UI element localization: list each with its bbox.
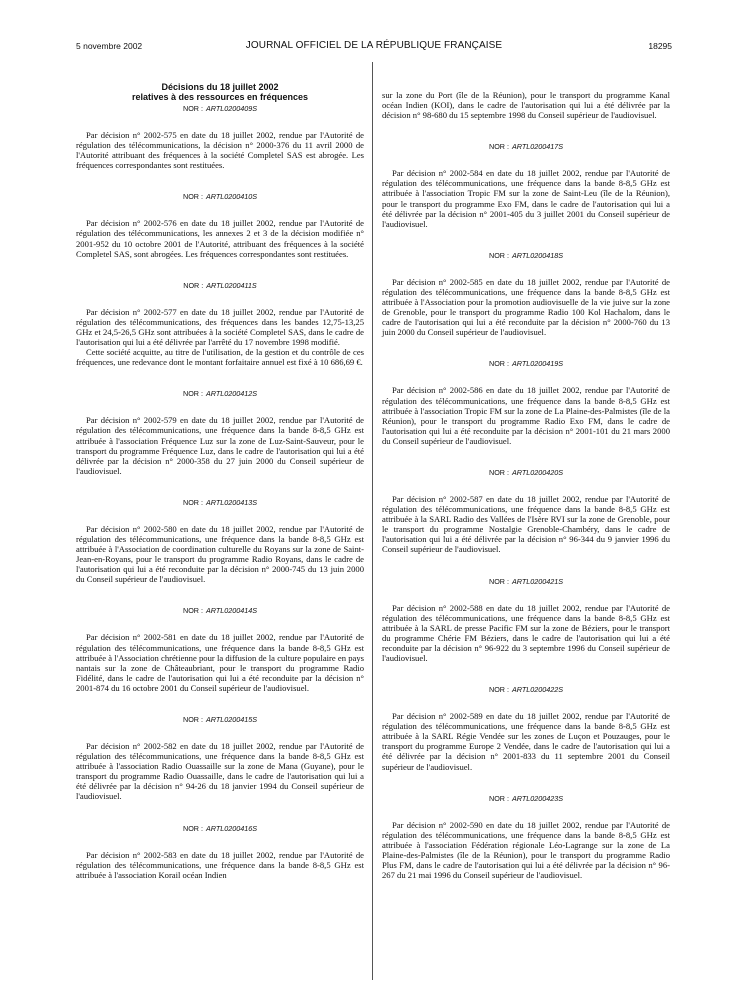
column-divider: [372, 62, 373, 980]
nor-label: NOR :: [489, 467, 509, 477]
nor-code: ARTL0200417S: [511, 142, 563, 152]
decision-paragraph: Par décision n° 2002-589 en date du 18 juillet 2002, rendue par l'Autorité de régulation des télécommunications, une fréquence dans la bande 8-8,5 GHz est attribuée à la SARL Régie Vendée sur les zones de Luçon et Pouzauges, pour le transport du programme Europe 2 Vendée, dans le cadre de l'autorisation qui lui a été délivrée par la décision n° 2001-833 du 11 septembre 2001 du Conseil supérieur de l'audiovisuel.: [382, 711, 670, 772]
nor-reference: [76, 824, 364, 834]
decision-paragraph: Par décision n° 2002-577 en date du 18 juillet 2002, rendue par l'Autorité de régulation des télécommunications, des fréquences dans les bandes 12,75-13,25 GHz et 24,5-26,5 GHz sont attribuées à la société Completel SAS, dans le cadre de l'autorisation qui lui a été délivrée par l'arrêté du 17 novembre 1998 modifié.: [76, 306, 364, 348]
nor-code: ARTL0200413S: [205, 497, 257, 507]
nor-label: NOR :: [489, 793, 509, 803]
decision-block: [76, 104, 364, 170]
nor-reference: [76, 389, 364, 399]
page-number: 18295: [648, 41, 672, 51]
decision-paragraph: Par décision n° 2002-581 en date du 18 juillet 2002, rendue par l'Autorité de régulation des télécommunications, une fréquence dans la bande 8-8,5 GHz est attribuée à l'Association chrétienne pour la diffusion de la culture populaire en pays nantais sur la zone de Châteaubriant, pour le transport du programme Radio Fidélité, dans le cadre de l'autorisation qui lui a été reconduite par la décision n° 2001-874 du 16 octobre 2001 du Conseil supérieur de l'audiovisuel.: [76, 632, 364, 693]
decision-block: [382, 359, 670, 446]
decision-paragraph: Par décision n° 2002-580 en date du 18 juillet 2002, rendue par l'Autorité de régulation des télécommunications, une fréquence dans la bande 8-8,5 GHz est attribuée à l'Association de coordination culturelle du Royans sur la zone de Saint-Jean-en-Royans, pour le transport du programme Radio Royans, dans le cadre de l'autorisation qui lui a été reconduite par la décision n° 2000-745 du 13 juin 2000 du Conseil supérieur de l'audiovisuel.: [76, 523, 364, 585]
nor-label: NOR :: [183, 497, 203, 507]
decision-block: [76, 498, 364, 585]
nor-reference: [76, 192, 364, 202]
decision-block: [76, 715, 364, 802]
nor-code: ARTL0200419S: [511, 359, 563, 369]
decision-paragraph: Par décision n° 2002-585 en date du 18 juillet 2002, rendue par l'Autorité de régulation des télécommunications, une fréquence dans la bande 8-8,5 GHz est attribuée à l'Association pour la promotion audiovisuelle de la vie juive sur la zone de Grenoble, pour le transport du programme Radio 100 Kol Hachalom, dans le cadre de l'autorisation qui lui a été reconduite par la décision n° 2000-760 du 13 juin 2000 du Conseil supérieur de l'audiovisuel.: [382, 276, 670, 338]
nor-label: NOR :: [489, 142, 509, 152]
nor-label: NOR :: [183, 104, 203, 113]
nor-reference: [382, 251, 670, 261]
nor-code: ARTL0200414S: [205, 606, 257, 616]
right-decisions: [382, 142, 670, 880]
decision-paragraph: Par décision n° 2002-575 en date du 18 juillet 2002, rendue par l'Autorité de régulation des télécommunications, la décision n° 2000-376 du 11 avril 2000 de l'Autorité attribuant des fréquences à la société Completel SAS est abrogée. Les fréquences correspondantes sont restituées.: [76, 130, 364, 171]
right-column: [382, 90, 670, 902]
nor-reference: [382, 468, 670, 478]
nor-code: ARTL0200411S: [206, 280, 257, 290]
decision-block: [382, 794, 670, 881]
section-heading-line1: Décisions du 18 juillet 2002: [161, 82, 279, 92]
decision-block: [382, 468, 670, 555]
nor-reference: [76, 104, 364, 114]
decision-paragraph: Par décision n° 2002-576 en date du 18 juillet 2002, rendue par l'Autorité de régulation des télécommunications, les annexes 2 et 3 de la décision modifiée n° 2001-952 du 10 octobre 2001 de l'Autorité, attribuant des fréquences à la société Completel SAS, sont abrogées. Les fréquences correspondantes sont restituées.: [76, 218, 364, 259]
decision-block: [382, 142, 670, 229]
decision-paragraph: Par décision n° 2002-582 en date du 18 juillet 2002, rendue par l'Autorité de régulation des télécommunications, une fréquence dans la bande 8-8,5 GHz est attribuée à l'association Radio Ouassaille sur la zone de Mana (Guyane), pour le transport du programme Radio Ouassaille, dans le cadre de l'autorisation qui lui a été délivrée par la décision n° 94-26 du 18 janvier 1994 du Conseil supérieur de l'audiovisuel.: [76, 741, 364, 802]
decision-paragraph: Par décision n° 2002-587 en date du 18 juillet 2002, rendue par l'Autorité de régulation des télécommunications, une fréquence dans la bande 8-8,5 GHz est attribuée à la SARL Radio des Vallées de l'Isère RVI sur la zone de Grenoble, pour le transport du programme Nostalgie Grenoble-Chambéry, dans le cadre de l'autorisation qui lui a été délivrée par la décision n° 96-344 du 9 janvier 1996 du Conseil supérieur de l'audiovisuel.: [382, 493, 670, 555]
issue-date: 5 novembre 2002: [76, 41, 143, 51]
nor-code: ARTL0200418S: [511, 250, 563, 260]
nor-reference: [382, 577, 670, 587]
decision-block: [382, 251, 670, 338]
decision-paragraph: Par décision n° 2002-583 en date du 18 juillet 2002, rendue par l'Autorité de régulation des télécommunications, une fréquence dans la bande 8-8,5 GHz est attribuée à l'association Korail océan Indien: [76, 849, 364, 880]
decision-block: [76, 281, 364, 368]
nor-label: NOR :: [183, 606, 203, 616]
nor-code: ARTL0200422S: [511, 685, 563, 695]
nor-code: ARTL0200415S: [205, 715, 257, 724]
decision-block: [382, 685, 670, 772]
nor-code: ARTL0200416S: [205, 823, 257, 833]
decision-block: [382, 577, 670, 664]
nor-reference: [382, 142, 670, 152]
nor-reference: [382, 359, 670, 369]
decision-paragraph: Par décision n° 2002-584 en date du 18 juillet 2002, rendue par l'Autorité de régulation des télécommunications, une fréquence dans la bande 8-8,5 GHz est attribuée à l'association Tropic FM sur la zone de Saint-Leu (île de la Réunion), pour le transport du programme Exo FM, dans le cadre de l'autorisation qui lui a été délivrée par la décision n° 2001-405 du 3 juillet 2001 du Conseil supérieur de l'audiovisuel.: [382, 168, 670, 229]
left-decisions: [76, 104, 364, 880]
nor-reference: [76, 715, 364, 725]
nor-label: NOR :: [183, 823, 203, 833]
nor-code: ARTL0200412S: [205, 389, 257, 399]
decision-block: [76, 606, 364, 693]
page-header: [76, 40, 672, 54]
section-heading: [76, 82, 364, 102]
nor-reference: [76, 606, 364, 616]
decision-block: [76, 192, 364, 258]
nor-label: NOR :: [489, 576, 509, 586]
nor-label: NOR :: [489, 685, 509, 695]
nor-code: ARTL0200421S: [511, 576, 563, 586]
journal-title: JOURNAL OFFICIEL DE LA RÉPUBLIQUE FRANÇAISE: [245, 40, 503, 51]
nor-label: NOR :: [489, 359, 509, 369]
nor-reference: [76, 498, 364, 508]
nor-reference: [382, 685, 670, 695]
nor-label: NOR :: [183, 280, 204, 290]
left-column: [76, 82, 364, 902]
nor-label: NOR :: [183, 715, 203, 724]
nor-label: NOR :: [183, 192, 203, 202]
decision-paragraph: Par décision n° 2002-586 en date du 18 juillet 2002, rendue par l'Autorité de régulation des télécommunications, une fréquence dans la bande 8-8,5 GHz est attribuée à l'association Tropic FM sur la zone de La Plaine-des-Palmistes (île de la Réunion), pour le transport du programme Radio Exo FM, dans le cadre de l'autorisation qui lui a été reconduite par la décision n° 2001-101 du 21 mars 2000 du Conseil supérieur de l'audiovisuel.: [382, 385, 670, 446]
nor-label: NOR :: [183, 389, 203, 399]
nor-code: ARTL0200410S: [205, 192, 257, 202]
nor-code: ARTL0200423S: [511, 793, 563, 803]
nor-code: ARTL0200420S: [511, 467, 563, 477]
nor-label: NOR :: [489, 250, 509, 260]
nor-code: ARTL0200409S: [205, 104, 257, 113]
decision-paragraph: Par décision n° 2002-579 en date du 18 juillet 2002, rendue par l'Autorité de régulation des télécommunications, une fréquence dans la bande 8-8,5 GHz est attribuée à l'association Fréquence Luz sur la zone de Luz-Saint-Sauveur, pour le transport du programme Fréquence Luz, dans le cadre de l'autorisation qui lui a été délivrée par la décision n° 2000-358 du 27 juin 2000 du Conseil supérieur de l'audiovisuel.: [76, 415, 364, 476]
nor-reference: [382, 794, 670, 804]
decision-paragraph: Par décision n° 2002-590 en date du 18 juillet 2002, rendue par l'Autorité de régulation des télécommunications, une fréquence dans la bande 8-8,5 GHz est attribuée à l'association Fédération régionale Léo-Lagrange sur la zone de La Plaine-des-Palmistes (île de la Réunion), pour le transport du programme Radio Plus FM, dans le cadre de l'autorisation qui lui a été délivrée par la décision n° 96-267 du 21 mai 1996 du Conseil supérieur de l'audiovisuel.: [382, 819, 670, 881]
decision-block: [76, 389, 364, 476]
decision-block: [76, 824, 364, 880]
nor-reference: [76, 281, 364, 291]
decision-paragraph: Par décision n° 2002-588 en date du 18 juillet 2002, rendue par l'Autorité de régulation des télécommunications, une fréquence dans la bande 8-8,5 GHz est attribuée à la SARL de presse Pacific FM sur la zone de Béziers, pour le transport du programme Chérie FM Béziers, dans le cadre de l'autorisation qui lui a été reconduite par la décision n° 96-922 du 3 septembre 1996 du Conseil supérieur de l'audiovisuel.: [382, 602, 670, 663]
continuation-block: [382, 90, 670, 120]
continuation-paragraph: sur la zone du Port (île de la Réunion), pour le transport du programme Kanal océan Indien (KOI), dans le cadre de l'autorisation qui lui a été délivrée par la décision n° 98-680 du 15 septembre 1998 du Conseil supérieur de l'audiovisuel.: [382, 90, 670, 121]
section-heading-line2: relatives à des ressources en fréquences: [131, 92, 309, 102]
decision-paragraph: Cette société acquitte, au titre de l'utilisation, de la gestion et du contrôle de ces fréquences, une redevance dont le montant forfaitaire annuel est fixé à 10 686,69 €.: [76, 347, 364, 368]
